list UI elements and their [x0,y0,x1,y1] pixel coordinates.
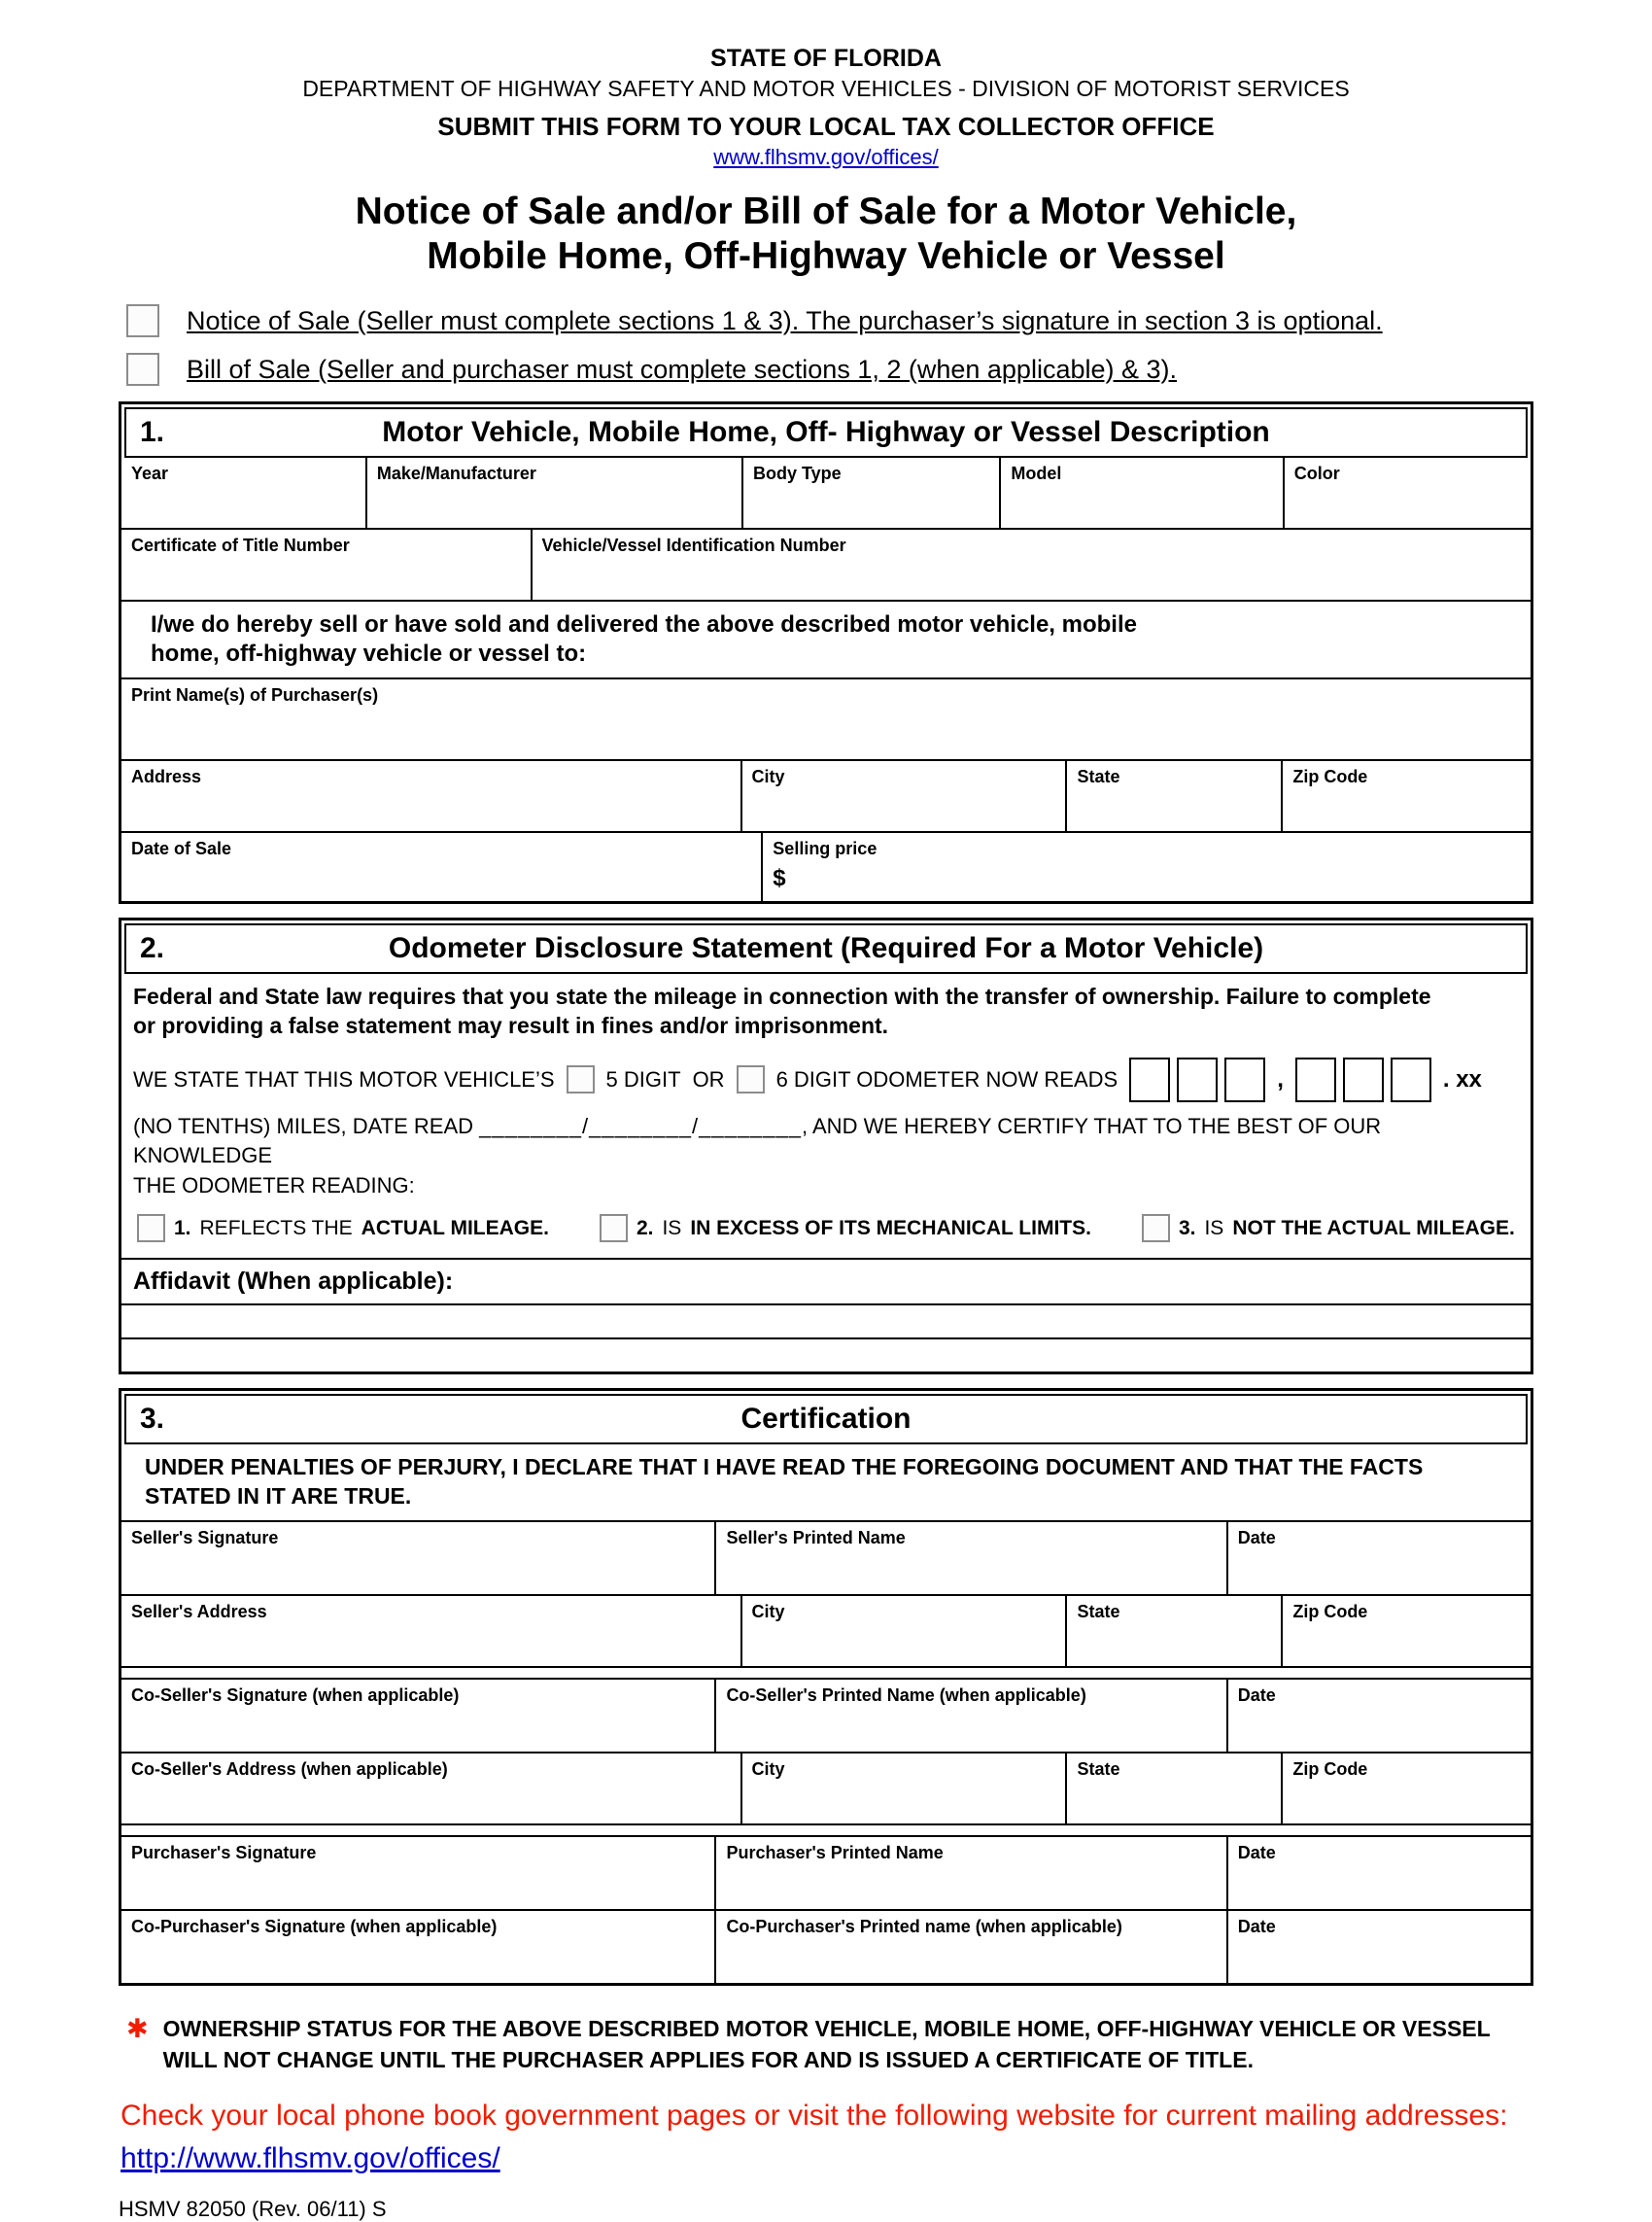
year-field[interactable] [121,458,365,528]
excess-limits-checkbox[interactable] [600,1214,628,1242]
coseller-address-label: Co-Seller's Address (when applicable) [131,1758,448,1779]
affidavit-label: Affidavit (When applicable): [121,1258,1531,1303]
seller-signature-row [121,1520,1531,1594]
perjury-statement [121,1444,1531,1520]
color-field[interactable] [1283,458,1531,528]
ownership-note [119,2013,1533,2075]
selling-price-field[interactable] [761,833,1531,901]
offices-link-wrap [119,145,1533,170]
notice-of-sale-label: Notice of Sale (Seller must complete sections 1 & 3). The purchaser’s signature in section 3 is optional. [187,305,1383,335]
coseller-city-label: City [751,1758,785,1779]
purchaser-printed-name-label: Purchaser's Printed Name [726,1842,944,1862]
city-field[interactable] [740,761,1066,831]
form-type-options [119,304,1533,386]
six-digit-label: 6 DIGIT ODOMETER NOW READS [775,1066,1119,1092]
copurchaser-date-label: Date [1237,1916,1276,1936]
body-type-label: Body Type [752,464,842,484]
option-not-actual-mileage [1142,1214,1515,1242]
seller-state-label: State [1077,1601,1120,1621]
seller-address-row [121,1594,1531,1668]
section-3-certification [119,1388,1533,1986]
bill-of-sale-option [119,353,1533,386]
section-3-number: 3. [140,1403,165,1436]
date-of-sale-field[interactable] [121,833,761,901]
zip-label: Zip Code [1292,767,1368,787]
offices-link[interactable]: www.flhsmv.gov/offices/ [713,145,939,169]
mailing-addresses-text: Check your local phone book government pages or visit the following website for current mailing addresses: [120,2100,1508,2133]
odometer-units-group [1295,1058,1431,1102]
seller-signature-label: Seller's Signature [131,1527,279,1547]
ownership-note-text: OWNERSHIP STATUS FOR THE ABOVE DESCRIBED MOTOR VEHICLE, MOBILE HOME, OFF-HIGHWAY VEHICLE OR VESSEL WILL NOT CHANGE UNTIL THE PURCHASER APPLIES FOR AND IS ISSUED A CERTIFICATE OF TITLE. [162,2015,1491,2073]
copurchaser-signature-label: Co-Purchaser's Signature (when applicable) [131,1916,498,1936]
five-digit-label: 5 DIGIT [605,1066,681,1092]
coseller-city-field[interactable] [740,1753,1066,1823]
bill-of-sale-checkbox[interactable] [126,353,159,386]
seller-city-field[interactable] [740,1596,1066,1666]
option-actual-mileage [137,1214,549,1242]
date-read-line [121,1106,1531,1169]
section-2-header [124,923,1528,974]
asterisk-icon: ✱ [126,2013,149,2043]
bill-of-sale-label: Bill of Sale (Seller and purchaser must complete sections 1, 2 (when applicable) & 3). [187,354,1177,384]
section-2-number: 2. [140,932,165,965]
option-2-number: 2. [636,1216,654,1239]
sale-statement-text: I/we do hereby sell or have sold and delivered the above described motor vehicle, mobile home, off-highway vehicle or vessel to: [151,611,1137,668]
coseller-signature-field[interactable] [121,1680,714,1752]
seller-city-label: City [751,1601,785,1621]
state-label: State [1077,767,1120,787]
seller-date-label: Date [1237,1527,1276,1547]
odometer-warning [121,974,1531,1050]
section-1-header [124,407,1528,458]
seller-zip-label: Zip Code [1292,1601,1368,1621]
state-title: STATE OF FLORIDA [710,45,942,72]
option-1-number: 1. [174,1216,191,1239]
form-number: HSMV 82050 (Rev. 06/11) S [119,2197,387,2222]
purchaser-address-row [121,759,1531,831]
odometer-digit-box[interactable] [1224,1058,1265,1102]
odometer-comma: , [1277,1065,1284,1093]
option-2-bold-text: IN EXCESS OF ITS MECHANICAL LIMITS. [690,1216,1091,1239]
odometer-digit-box[interactable] [1343,1058,1384,1102]
notice-of-sale-option [119,304,1533,337]
coseller-date-label: Date [1237,1684,1276,1705]
sale-statement [121,600,1531,677]
copurchaser-printed-name-field[interactable] [714,1911,1225,1983]
odometer-digit-box[interactable] [1177,1058,1218,1102]
address-label: Address [131,767,202,787]
odometer-digit-box[interactable] [1295,1058,1336,1102]
coseller-zip-field[interactable] [1281,1753,1531,1823]
date-read-prefix: (NO TENTHS) MILES, DATE READ [133,1113,480,1138]
seller-address-label: Seller's Address [131,1601,267,1621]
section-1-title: Motor Vehicle, Mobile Home, Off- Highway or Vessel Description [382,416,1270,449]
coseller-printed-name-field[interactable] [714,1680,1225,1752]
purchaser-names-field[interactable] [121,679,1531,759]
title-vin-row [121,528,1531,600]
odometer-warning-text: Federal and State law requires that you state the mileage in connection with the transfer of ownership. Failure to complete or providing a false statement may result in fines and/or imprisonment. [133,984,1431,1038]
actual-mileage-checkbox[interactable] [137,1214,165,1242]
submit-instruction: SUBMIT THIS FORM TO YOUR LOCAL TAX COLLECTOR OFFICE [437,112,1215,141]
section-2-title: Odometer Disclosure Statement (Required For a Motor Vehicle) [388,932,1264,965]
notice-of-sale-checkbox[interactable] [126,304,159,337]
vehicle-description-row [121,458,1531,528]
copurchaser-signature-field[interactable] [121,1911,714,1983]
coseller-date-field[interactable] [1226,1680,1531,1752]
seller-printed-name-label: Seller's Printed Name [726,1527,906,1547]
seller-printed-name-field[interactable] [714,1522,1225,1594]
six-digit-checkbox[interactable] [737,1065,765,1094]
coseller-signature-label: Co-Seller's Signature (when applicable) [131,1684,460,1705]
section-2-odometer [119,918,1533,1374]
odometer-reading-line [121,1050,1531,1106]
perjury-statement-text: UNDER PENALTIES OF PERJURY, I DECLARE THAT I HAVE READ THE FOREGOING DOCUMENT AND THAT THE FACTS STATED IN IT ARE TRUE. [145,1454,1424,1510]
odometer-decimal-label: . xx [1442,1065,1482,1093]
affidavit-line-1[interactable] [121,1303,1531,1337]
seller-signature-field[interactable] [121,1522,714,1594]
seller-address-field[interactable] [121,1596,740,1666]
purchaser-date-label: Date [1237,1842,1276,1862]
model-label: Model [1011,464,1062,484]
coseller-state-label: State [1077,1758,1120,1779]
or-label: OR [692,1066,725,1092]
section-3-title: Certification [740,1403,912,1436]
make-label: Make/Manufacturer [376,464,536,484]
purchaser-names-label: Print Name(s) of Purchaser(s) [131,685,379,706]
state-field[interactable] [1065,761,1281,831]
form-title [119,190,1533,279]
date-read-field[interactable]: ________/________/________ [479,1113,802,1138]
coseller-zip-label: Zip Code [1292,1758,1368,1779]
year-label: Year [131,464,169,484]
coseller-signature-row [121,1678,1531,1752]
affidavit-line-2[interactable] [121,1337,1531,1371]
seller-date-field[interactable] [1226,1522,1531,1594]
purchaser-names-row [121,677,1531,759]
section-1-number: 1. [140,416,165,449]
copurchaser-date-field[interactable] [1226,1911,1531,1983]
make-field[interactable] [365,458,741,528]
option-3-text: IS [1204,1216,1224,1239]
copurchaser-signature-row [121,1909,1531,1983]
copurchaser-printed-name-label: Co-Purchaser's Printed name (when applicable) [726,1916,1122,1936]
coseller-address-field[interactable] [121,1753,740,1823]
coseller-state-field[interactable] [1065,1753,1281,1823]
option-1-bold-text: ACTUAL MILEAGE. [361,1216,549,1239]
section-1-vehicle-description [119,401,1533,904]
option-3-number: 3. [1178,1216,1196,1239]
vin-label: Vehicle/Vessel Identification Number [541,536,846,556]
option-1-text: REFLECTS THE [199,1216,353,1239]
coseller-printed-name-label: Co-Seller's Printed Name (when applicable) [726,1684,1086,1705]
date-of-sale-label: Date of Sale [131,839,232,859]
sale-date-price-row [121,831,1531,901]
form-page [119,0,1533,2222]
form-title-line1: Notice of Sale and/or Bill of Sale for a Motor Vehicle, [355,191,1297,232]
odometer-thousands-group [1129,1058,1265,1102]
odometer-prefix-label: WE STATE THAT THIS MOTOR VEHICLE’S [133,1066,555,1092]
body-type-field[interactable] [741,458,999,528]
odometer-certify-options [121,1200,1531,1258]
form-header [119,45,1533,279]
five-digit-checkbox[interactable] [567,1065,595,1094]
mailing-addresses-note [119,2095,1533,2179]
coseller-address-row [121,1752,1531,1825]
odometer-reading-label-line: THE ODOMETER READING: [133,1173,415,1198]
model-field[interactable] [999,458,1282,528]
purchaser-signature-label: Purchaser's Signature [131,1842,317,1862]
option-2-text: IS [662,1216,682,1239]
option-3-bold-text: NOT THE ACTUAL MILEAGE. [1232,1216,1515,1239]
offices-link-footer[interactable]: http://www.flhsmv.gov/offices/ [120,2141,500,2174]
selling-price-label: Selling price [773,839,878,859]
form-title-line2: Mobile Home, Off-Highway Vehicle or Vessel [427,235,1225,278]
option-excess-mechanical-limits [600,1214,1091,1242]
date-read-suffix: , AND WE HEREBY CERTIFY THAT TO THE BEST OF OUR KNOWLEDGE [133,1113,1382,1167]
section-3-header [124,1394,1528,1444]
purchaser-printed-name-field[interactable] [714,1837,1225,1909]
address-field[interactable] [121,761,740,831]
dollar-sign: $ [773,865,786,892]
odometer-digit-box[interactable] [1391,1058,1431,1102]
purchaser-signature-row [121,1835,1531,1909]
purchaser-signature-field[interactable] [121,1837,714,1909]
odometer-digit-box[interactable] [1129,1058,1170,1102]
vin-field[interactable] [531,530,1532,600]
purchaser-date-field[interactable] [1226,1837,1531,1909]
seller-state-field[interactable] [1065,1596,1281,1666]
not-actual-mileage-checkbox[interactable] [1142,1214,1170,1242]
title-number-label: Certificate of Title Number [131,536,350,556]
department-line: DEPARTMENT OF HIGHWAY SAFETY AND MOTOR VEHICLES - DIVISION OF MOTORIST SERVICES [302,76,1350,101]
city-label: City [751,767,785,787]
zip-field[interactable] [1281,761,1531,831]
color-label: Color [1293,464,1340,484]
seller-zip-field[interactable] [1281,1596,1531,1666]
title-number-field[interactable] [121,530,531,600]
